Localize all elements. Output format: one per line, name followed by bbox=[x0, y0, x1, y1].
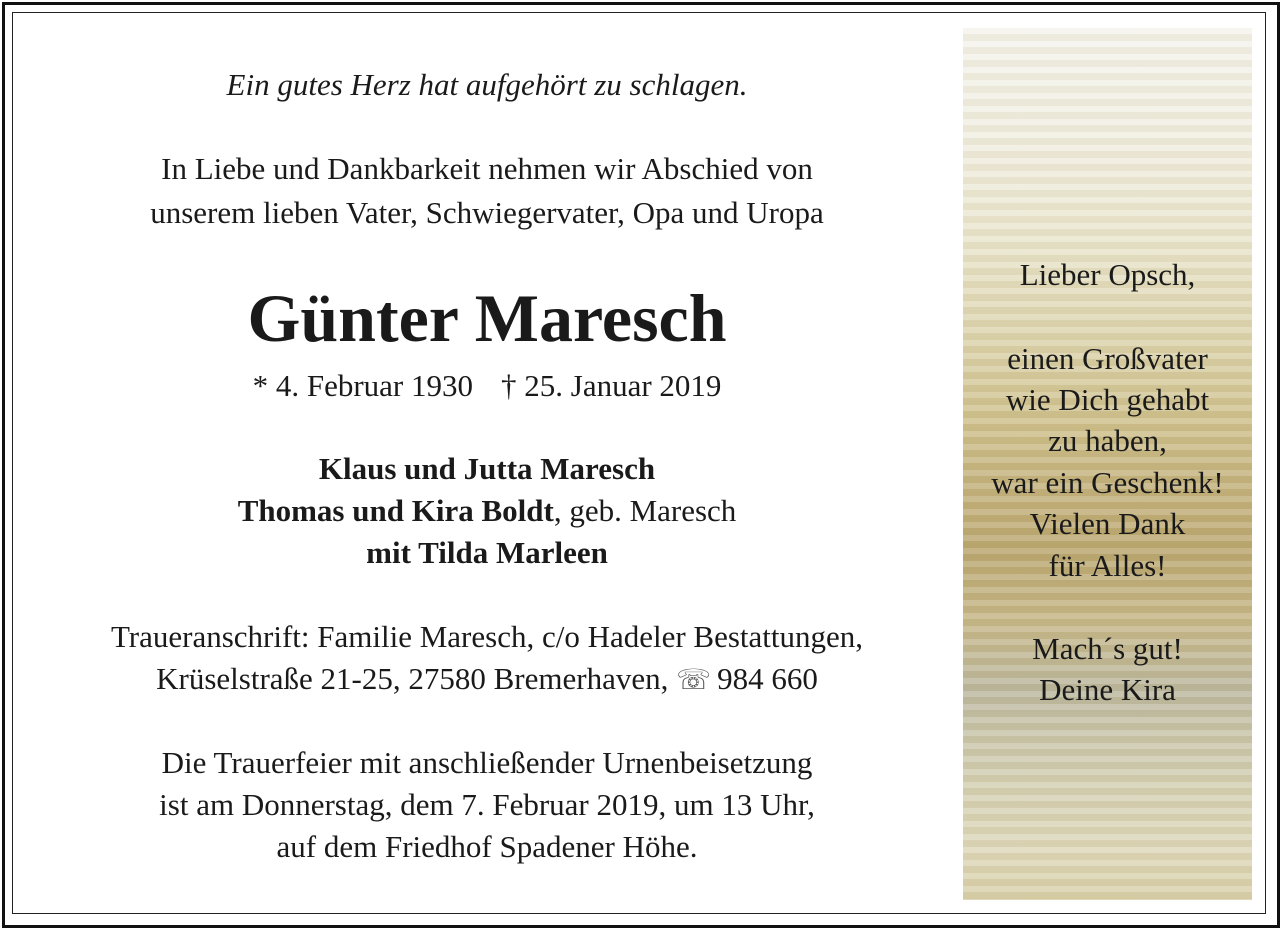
family-line-2 bbox=[14, 492, 960, 530]
life-dates bbox=[14, 367, 960, 405]
message-greeting: Lieber Opsch, bbox=[1019, 257, 1196, 292]
intro-line-1: In Liebe und Dankbarkeit nehmen wir Abschied von bbox=[161, 151, 813, 186]
obituary-main bbox=[14, 14, 960, 914]
address-line-2 bbox=[14, 660, 960, 700]
message-line: einen Großvater bbox=[1007, 341, 1208, 376]
ceremony-line-2: ist am Donnerstag, dem 7. Februar 2019, um 13 Uhr, bbox=[159, 787, 815, 822]
family-line-2-names: Thomas und Kira Boldt bbox=[237, 493, 554, 528]
birth-date: * 4. Februar 1930 bbox=[252, 368, 473, 403]
family-line-2-suffix: , geb. Maresch bbox=[553, 493, 737, 528]
family-line-3: mit Tilda Marleen bbox=[366, 535, 608, 570]
intro-heading: Ein gutes Herz hat aufgehört zu schlagen. bbox=[226, 67, 748, 102]
ceremony-line-3: auf dem Friedhof Spadener Höhe. bbox=[276, 829, 698, 864]
address-line-1: Traueranschrift: Familie Maresch, c/o Hadeler Bestattungen, bbox=[110, 619, 864, 654]
ceremony-line-1: Die Trauerfeier mit anschließender Urnenbeisetzung bbox=[161, 745, 813, 780]
death-date: † 25. Januar 2019 bbox=[501, 368, 722, 403]
message-closing-1: Mach´s gut! bbox=[1032, 631, 1183, 666]
message-line: für Alles! bbox=[1048, 548, 1167, 583]
intro-line-2: unserem lieben Vater, Schwiegervater, Opa und Uropa bbox=[150, 195, 824, 230]
message-line: wie Dich gehabt bbox=[1005, 382, 1210, 417]
personal-message-panel bbox=[963, 28, 1252, 900]
message-line: war ein Geschenk! bbox=[991, 465, 1224, 500]
telephone-icon: ☏ bbox=[676, 665, 712, 696]
deceased-name: Günter Maresch bbox=[247, 280, 727, 356]
phone-number: 984 660 bbox=[717, 661, 818, 696]
message-line: Vielen Dank bbox=[1029, 506, 1186, 541]
message-line: zu haben, bbox=[1048, 423, 1167, 458]
message-signature: Deine Kira bbox=[1039, 672, 1176, 707]
address-street: Krüselstraße 21-25, 27580 Bremerhaven, bbox=[156, 661, 669, 696]
family-line-1: Klaus und Jutta Maresch bbox=[318, 451, 656, 486]
